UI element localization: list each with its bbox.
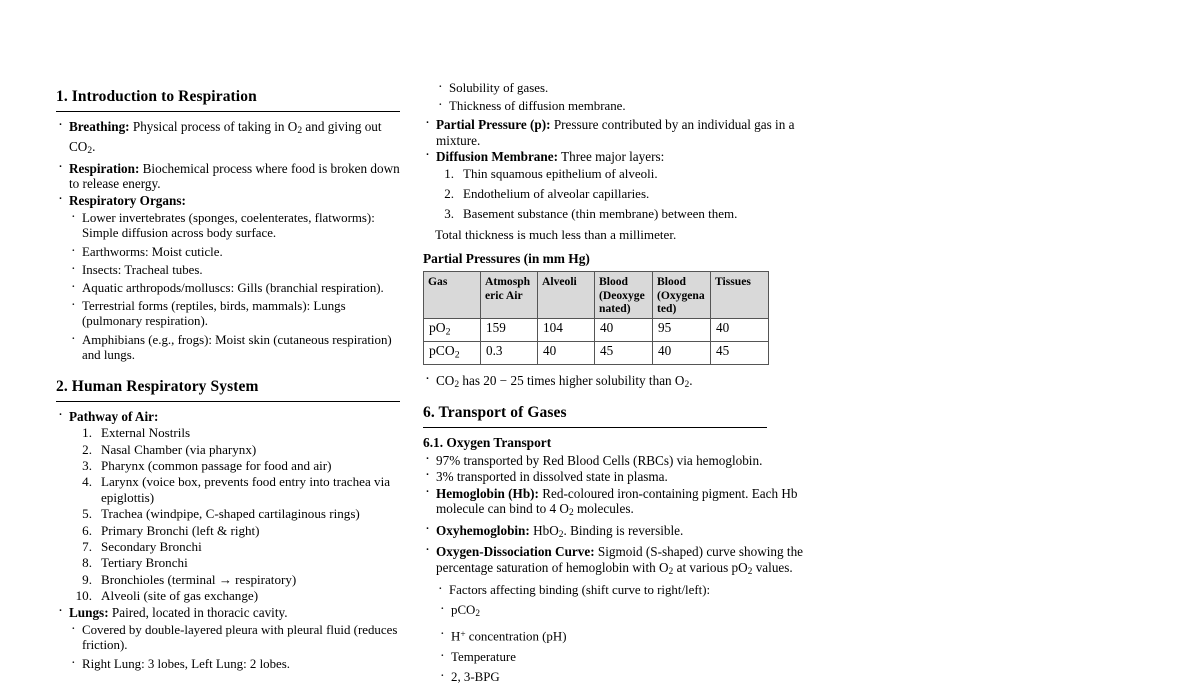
respiratory-organs-list-item: · Earthworms: Moist cuticle.: [68, 245, 400, 260]
subsection-heading-6-1: 6.1. Oxygen Transport: [423, 434, 552, 450]
col-header-atmospheric-air: Atmospheric Air: [481, 272, 538, 319]
respiratory-organs-list: [68, 211, 400, 363]
partial-pressure-label: Partial Pressure (p):: [436, 117, 551, 133]
pathway-steps-list-item: Larynx (voice box, prevents food entry into trachea via epiglottis): [101, 474, 391, 505]
pathway-steps-list-item: Primary Bronchi (left & right): [101, 522, 260, 538]
pathway-steps-list-item: Nasal Chamber (via pharynx): [101, 441, 257, 457]
oxyhemoglobin-text: HbO$_2$. Binding is reversible.: [533, 522, 684, 540]
section-rule-1: [56, 111, 400, 112]
cell-gas-pco2: pCO$_2$: [424, 342, 481, 365]
factors-list-item: · H+ concentration (pH): [437, 628, 820, 645]
breathing-label: Breathing:: [69, 118, 130, 134]
pathway-steps-list-item: Bronchioles (terminal → respiratory): [101, 571, 297, 587]
oxyhemoglobin-label: Oxyhemoglobin:: [436, 522, 530, 538]
bullet-97-percent: [423, 453, 820, 468]
lungs-text: Paired, located in thoracic cavity.: [111, 604, 288, 620]
respiratory-organs-list-item: · Amphibians (e.g., frogs): Moist skin (cutaneous respiration) and lungs.: [68, 333, 400, 363]
diffusion-factor-sub-list-item: · Thickness of diffusion membrane.: [435, 99, 820, 114]
factors-label-item: · Factors affecting binding (shift curve to right/left):: [435, 583, 820, 598]
bullet-co2-solubility: · $CO_2$ has 20 − 25 times higher solubility than $O_2$.: [423, 373, 820, 394]
pathway-steps-list-item: Alveoli (site of gas exchange): [101, 588, 259, 604]
factors-list-item: · 2, 3-BPG: [437, 670, 820, 685]
respiration-text: Biochemical process where food is broken down to release energy.: [69, 160, 400, 192]
lungs-group: [56, 605, 400, 620]
section-heading-2: 2. Human Respiratory System: [56, 378, 259, 396]
col-header-alveoli: Alveoli: [538, 272, 595, 319]
table-head: [424, 272, 769, 319]
section-heading-6: 6. Transport of Gases: [423, 404, 567, 422]
col-header-tissues: Tissues: [711, 272, 769, 319]
col-header-blood-deoxygenated: Blood (Deoxygenated): [595, 272, 653, 319]
pathway-steps-list-item: Pharynx (common passage for food and air): [101, 458, 332, 474]
pathway-steps-list-item: Tertiary Bronchi: [101, 555, 188, 571]
pathway-of-air-label: Pathway of Air:: [69, 408, 159, 424]
pathway-label-item: [56, 409, 400, 424]
bullet-partial-pressure: [423, 117, 820, 148]
bullet-3-text: 3% transported in dissolved state in plasma.: [436, 469, 668, 485]
bullet-respiratory-organs: [56, 193, 400, 208]
bullet-lungs: [56, 605, 400, 620]
cell-po2-atmospheric: 159: [481, 318, 538, 341]
cell-po2-alveoli: 104: [538, 318, 595, 341]
diffusion-membrane-label: Diffusion Membrane:: [436, 149, 558, 165]
partial-pressures-table: [423, 271, 769, 365]
pathway-steps-list-item: External Nostrils: [101, 425, 191, 441]
diffusion-factor-sub-list-item: · Solubility of gases.: [435, 81, 820, 96]
table-header-row: [424, 272, 769, 319]
partial-pressure-text: Pressure contributed by an individual gas in a mixture.: [436, 117, 795, 148]
intro-bullet-list: [56, 119, 400, 208]
bullet-oxygen-dissociation-curve: [423, 544, 820, 580]
diffusion-layers-list-item: Endothelium of alveolar capillaries.: [463, 186, 650, 202]
col-header-gas: Gas: [424, 272, 481, 319]
left-column: [0, 0, 420, 671]
partial-pressures-caption: Partial Pressures (in mm Hg): [423, 251, 590, 267]
factors-list: [437, 603, 820, 684]
bullet-breathing: [56, 119, 400, 160]
diffusion-layers-list: [433, 166, 820, 222]
factors-list-item: · pCO$_2$: [437, 603, 820, 622]
factors-list-item: · Temperature: [437, 650, 820, 665]
pathway-group: [56, 409, 400, 424]
oxygen-transport-bullets: [423, 453, 820, 580]
pathway-steps-list-item: Trachea (windpipe, C-shaped cartilaginous rings): [101, 506, 360, 522]
breathing-text: Physical process of taking in $O_2$ and giving out $CO_2$.: [69, 118, 382, 157]
bullet-diffusion-membrane: [423, 149, 820, 164]
total-thickness-note: Total thickness is much less than a millimeter.: [435, 226, 677, 242]
diffusion-factor-sub-list: [435, 81, 820, 114]
col-header-blood-oxygenated: Blood (Oxygenated): [653, 272, 711, 319]
table-body: [424, 318, 769, 365]
cell-pco2-alveoli: 40: [538, 342, 595, 365]
diffusion-layers-list-item: Basement substance (thin membrane) between them.: [463, 206, 738, 222]
respiratory-organs-list-item: · Insects: Tracheal tubes.: [68, 263, 400, 278]
section-rule-6: [423, 427, 767, 428]
respiratory-organs-list-item: · Terrestrial forms (reptiles, birds, mammals): Lungs (pulmonary respiration).: [68, 299, 400, 329]
bullet-respiration: [56, 161, 400, 192]
odc-label: Oxygen-Dissociation Curve:: [436, 544, 595, 560]
bullet-oxyhemoglobin: [423, 523, 820, 544]
table-row: [424, 318, 769, 341]
bullet-hemoglobin: [423, 486, 820, 522]
cell-gas-po2: $pO_2$: [424, 318, 481, 341]
respiratory-organs-list-item: · Aquatic arthropods/molluscs: Gills (branchial respiration).: [68, 281, 400, 296]
diffusion-membrane-text: Three major layers:: [561, 149, 665, 165]
lungs-sub-list: [68, 623, 400, 672]
section-rule-2: [56, 401, 400, 402]
factors-group: [435, 583, 820, 598]
co2-solubility-note-list: [423, 373, 820, 394]
bullet-97-text: 97% transported by Red Blood Cells (RBCs) via hemoglobin.: [436, 452, 763, 468]
hemoglobin-label: Hemoglobin (Hb):: [436, 485, 539, 501]
lungs-sub-list-item: · Right Lung: 3 lobes, Left Lung: 2 lobes.: [68, 657, 400, 672]
odc-text: Sigmoid (S-shaped) curve showing the percentage saturation of hemoglobin with $O_2$ at various $pO_2$ values.: [436, 544, 804, 577]
hemoglobin-text: Red-coloured iron-containing pigment. Each Hb molecule can bind to 4 $O_2$ molecules.: [436, 485, 798, 519]
cell-pco2-atmospheric: 0.3: [481, 342, 538, 365]
cell-pco2-tissues: 45: [711, 342, 769, 365]
diffusion-layers-list-item: Thin squamous epithelium of alveoli.: [463, 165, 658, 181]
cell-pco2-blood-deoxy: 45: [595, 342, 653, 365]
pathway-steps-list: [70, 425, 400, 603]
pathway-steps-list-item: Secondary Bronchi: [101, 539, 202, 555]
cell-po2-tissues: 40: [711, 318, 769, 341]
cell-pco2-blood-oxy: 40: [653, 342, 711, 365]
bullet-3-percent: [423, 469, 820, 484]
lungs-sub-list-item: · Covered by double-layered pleura with pleural fluid (reduces friction).: [68, 623, 400, 653]
lungs-label: Lungs:: [69, 604, 109, 620]
right-column: [420, 0, 840, 684]
right-top-bullets: [423, 117, 820, 164]
section-heading-1: 1. Introduction to Respiration: [56, 88, 257, 105]
table-row: [424, 342, 769, 365]
cell-po2-blood-deoxy: 40: [595, 318, 653, 341]
respiratory-organs-label: Respiratory Organs:: [69, 192, 186, 208]
cell-po2-blood-oxy: 95: [653, 318, 711, 341]
respiration-label: Respiration:: [69, 160, 140, 176]
respiratory-organs-list-item: · Lower invertebrates (sponges, coelenterates, flatworms): Simple diffusion across body surface.: [68, 211, 400, 241]
